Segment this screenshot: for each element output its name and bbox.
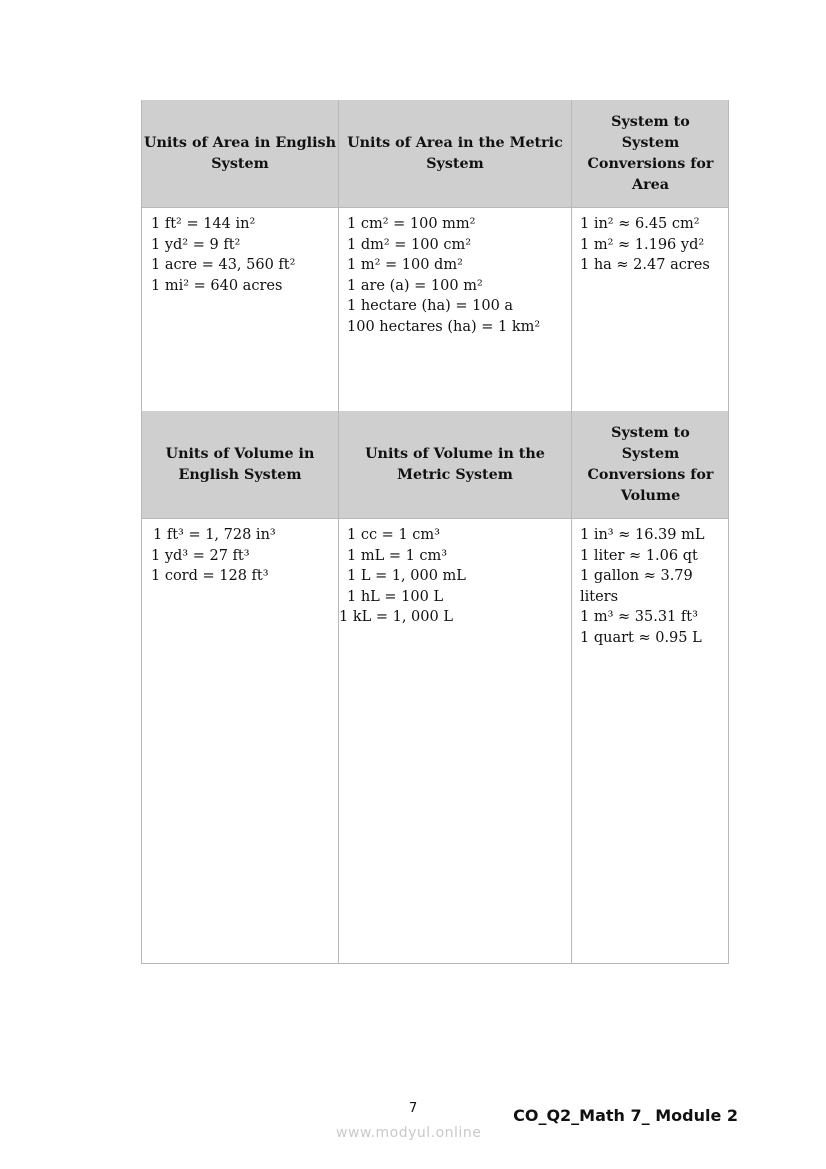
volume-conversion-item: 1 in³ ≈ 16.39 mL [580, 527, 705, 543]
volume-english-cell [142, 519, 338, 964]
conversion-table [141, 100, 729, 964]
header-area-english: Units of Area in English System [144, 134, 336, 172]
watermark: www.modyul.online [336, 1125, 482, 1141]
volume-metric-cell [338, 519, 571, 964]
area-english-item: 1 ft² = 144 in² [151, 216, 256, 232]
volume-english-item: 1 cord = 128 ft³ [151, 568, 269, 585]
volume-metric-item: 1 hL = 100 L [347, 588, 444, 605]
volume-conversion-item: 1 quart ≈ 0.95 L [580, 629, 702, 646]
area-english-cell [142, 208, 338, 412]
area-body-row [142, 207, 728, 412]
volume-body-row [142, 518, 728, 964]
area-metric-item: 1 hectare (ha) = 100 a [347, 298, 514, 315]
area-metric-item: 1 dm² = 100 cm² [347, 236, 472, 253]
area-conversions-cell [571, 208, 729, 412]
page-number: 7 [409, 1101, 418, 1116]
module-label: CO_Q2_Math 7_ Module 2 [513, 1106, 738, 1125]
volume-conversions-cell [571, 519, 729, 964]
area-conversion-item: 1 ha ≈ 2.47 acres [580, 257, 710, 274]
volume-metric-item: 1 L = 1, 000 mL [347, 568, 466, 585]
area-metric-item: 100 hectares (ha) = 1 km² [347, 318, 541, 335]
area-metric-item: 1 cm² = 100 mm² [347, 216, 476, 232]
volume-conversion-item: 1 gallon ≈ 3.79 liters [580, 568, 693, 605]
volume-metric-item: 1 mL = 1 cm³ [347, 547, 448, 564]
volume-header-row [142, 411, 728, 518]
volume-english-item: 1 yd³ = 27 ft³ [151, 547, 250, 564]
area-conversion-item: 1 m² ≈ 1.196 yd² [580, 236, 705, 253]
area-metric-item: 1 are (a) = 100 m² [347, 277, 483, 294]
header-volume-metric: Units of Volume in the Metric System [338, 411, 571, 518]
area-english-item: 1 acre = 43, 560 ft² [151, 257, 296, 274]
header-area-metric: Units of Area in the Metric System [338, 100, 571, 207]
header-volume-english: Units of Volume in English System [165, 445, 315, 483]
area-english-item: 1 mi² = 640 acres [151, 277, 283, 294]
volume-metric-item: 1 cc = 1 cm³ [347, 527, 440, 543]
header-volume-conversions: System to System Conversions for Volume [571, 411, 729, 518]
volume-english-item: 1 ft³ = 1, 728 in³ [153, 527, 276, 543]
area-metric-cell [338, 208, 571, 412]
area-header-row [142, 100, 728, 207]
area-conversion-item: 1 in² ≈ 6.45 cm² [580, 216, 700, 232]
area-english-item: 1 yd² = 9 ft² [151, 236, 241, 253]
area-metric-item: 1 m² = 100 dm² [347, 257, 463, 274]
volume-metric-item: 1 kL = 1, 000 L [339, 609, 453, 626]
header-area-conversions: System to System Conversions for Area [571, 100, 729, 207]
volume-conversion-item: 1 liter ≈ 1.06 qt [580, 547, 698, 564]
volume-conversion-item: 1 m³ ≈ 35.31 ft³ [580, 609, 698, 626]
